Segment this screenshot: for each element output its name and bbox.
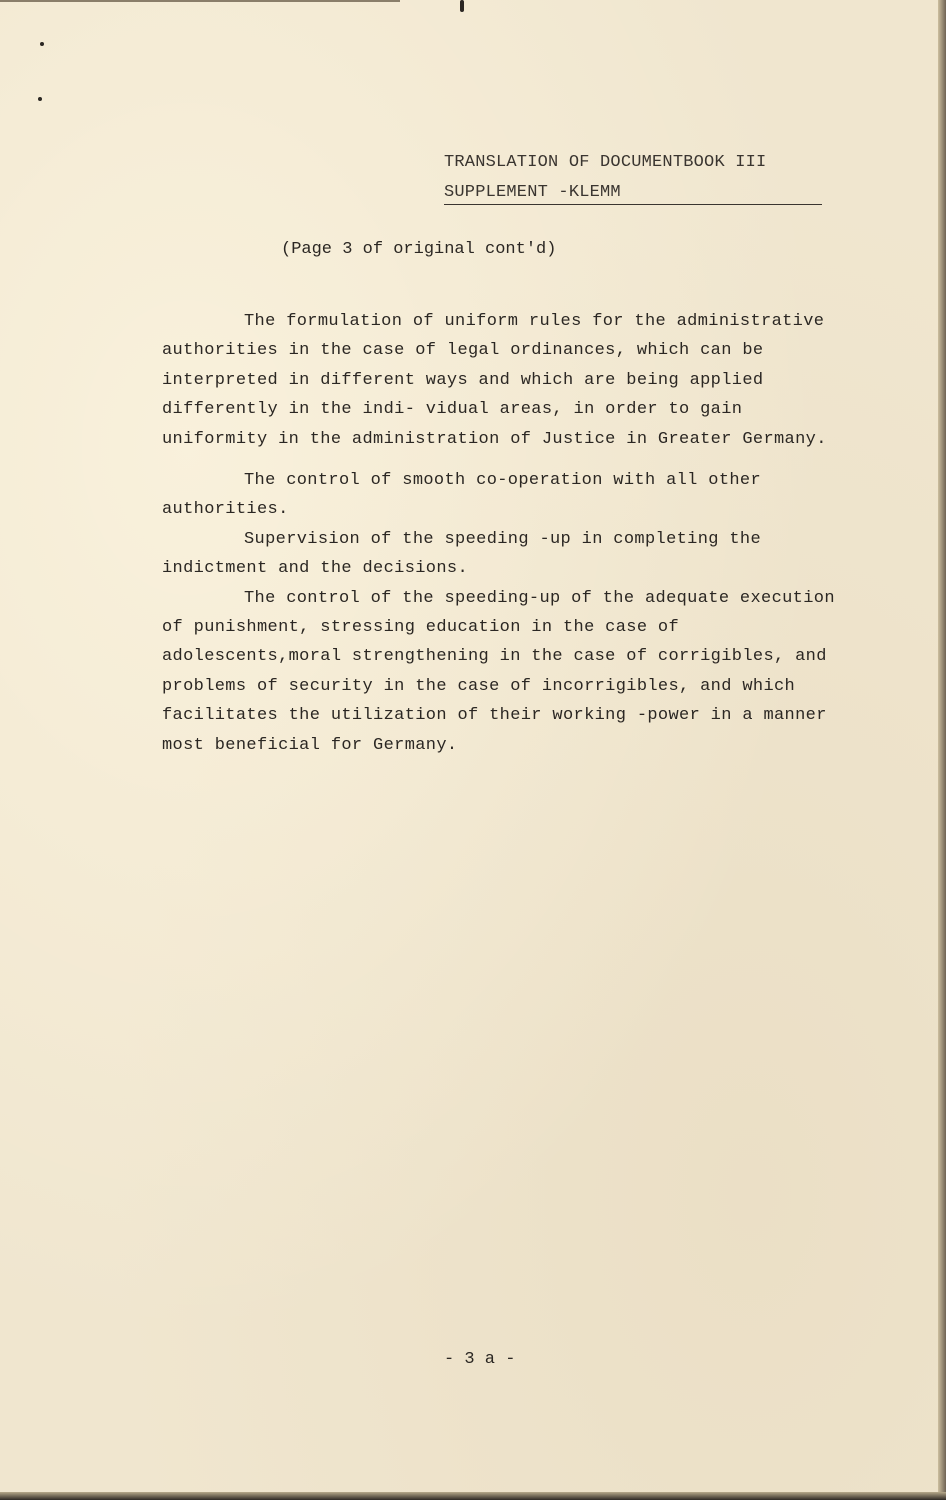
paragraph-execution-punishment: The control of the speeding-up of the adequate execution of punishment, stressing education in the case of adolescents,moral strengthening in the case of corrigibles, and problems of security in the case of incorrigibles, and which facilitates the utilization of their working -power in a manner most beneficial for Germany. xyxy=(162,588,835,755)
page-bottom-edge xyxy=(0,1492,946,1500)
top-edge-line xyxy=(0,0,400,2)
page-number: - 3 a - xyxy=(444,1350,516,1369)
page-continuation-note: (Page 3 of original cont'd) xyxy=(281,240,557,259)
document-body xyxy=(162,307,842,760)
paragraph-uniform-rules: The formulation of uniform rules for the administrative authorities in the case of legal ordinances, which can be interpreted in different ways and which are being applied differently in the indi- vidual areas, in order to gain uniformity in the administration of Justice in Greater Germany. xyxy=(162,312,827,449)
paragraph-supervision: Supervision of the speeding -up in completing the indictment and the decisions. xyxy=(162,529,762,579)
paragraph-control-cooperation: The control of smooth co-operation with all other authorities. xyxy=(162,471,762,520)
document-header xyxy=(444,150,822,210)
page-right-edge xyxy=(938,0,946,1500)
translation-title: TRANSLATION OF DOCUMENTBOOK III xyxy=(444,153,767,172)
supplement-label: SUPPLEMENT -KLEMM xyxy=(444,182,822,205)
punch-dot xyxy=(40,42,44,46)
ink-mark xyxy=(460,0,464,12)
punch-dot xyxy=(38,97,42,101)
